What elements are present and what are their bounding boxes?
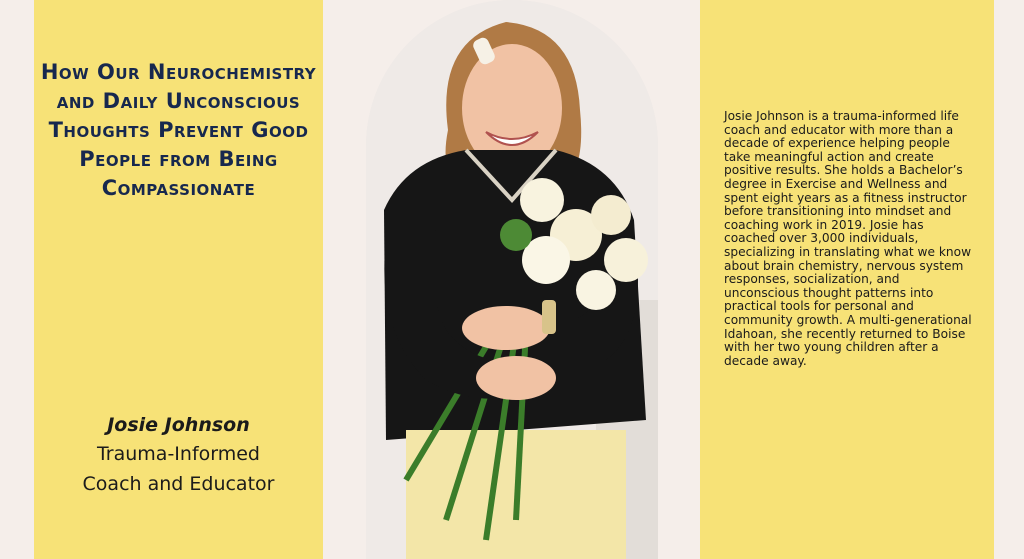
speaker-credit (34, 412, 323, 499)
speaker-role-line-2: Coach and Educator (82, 473, 275, 495)
left-title-panel (34, 0, 323, 559)
speaker-portrait-photo (366, 0, 658, 559)
left-hand (476, 356, 556, 400)
speaker-role-line-1: Trauma-Informed (96, 443, 260, 465)
talk-title: How Our Neurochemistry and Daily Unconscious Thoughts Prevent Good People from Being Compassionate (40, 60, 317, 200)
wristwatch (542, 300, 556, 334)
right-bio-panel (700, 0, 994, 559)
speaker-bio: Josie Johnson is a trauma-informed life coach and educator with more than a decade of experience helping people take meaningful action and create positive results. She holds a Bachelor’s degree in Exercise and Wellness and spent eight years as a fitness instructor before transitioning into mindset and coaching work in 2019. Josie has coached over 3,000 individuals, specializing in translating what we know about brain chemistry, nervous system responses, socialization, and unconscious thought patterns into practical tools for personal and community growth. A multi-generational Idahoan, she recently returned to Boise with her two young children after a decade away. (724, 109, 972, 368)
speaker-name: Josie Johnson (107, 414, 250, 436)
portrait-illustration (366, 0, 658, 559)
right-hand (462, 306, 550, 350)
